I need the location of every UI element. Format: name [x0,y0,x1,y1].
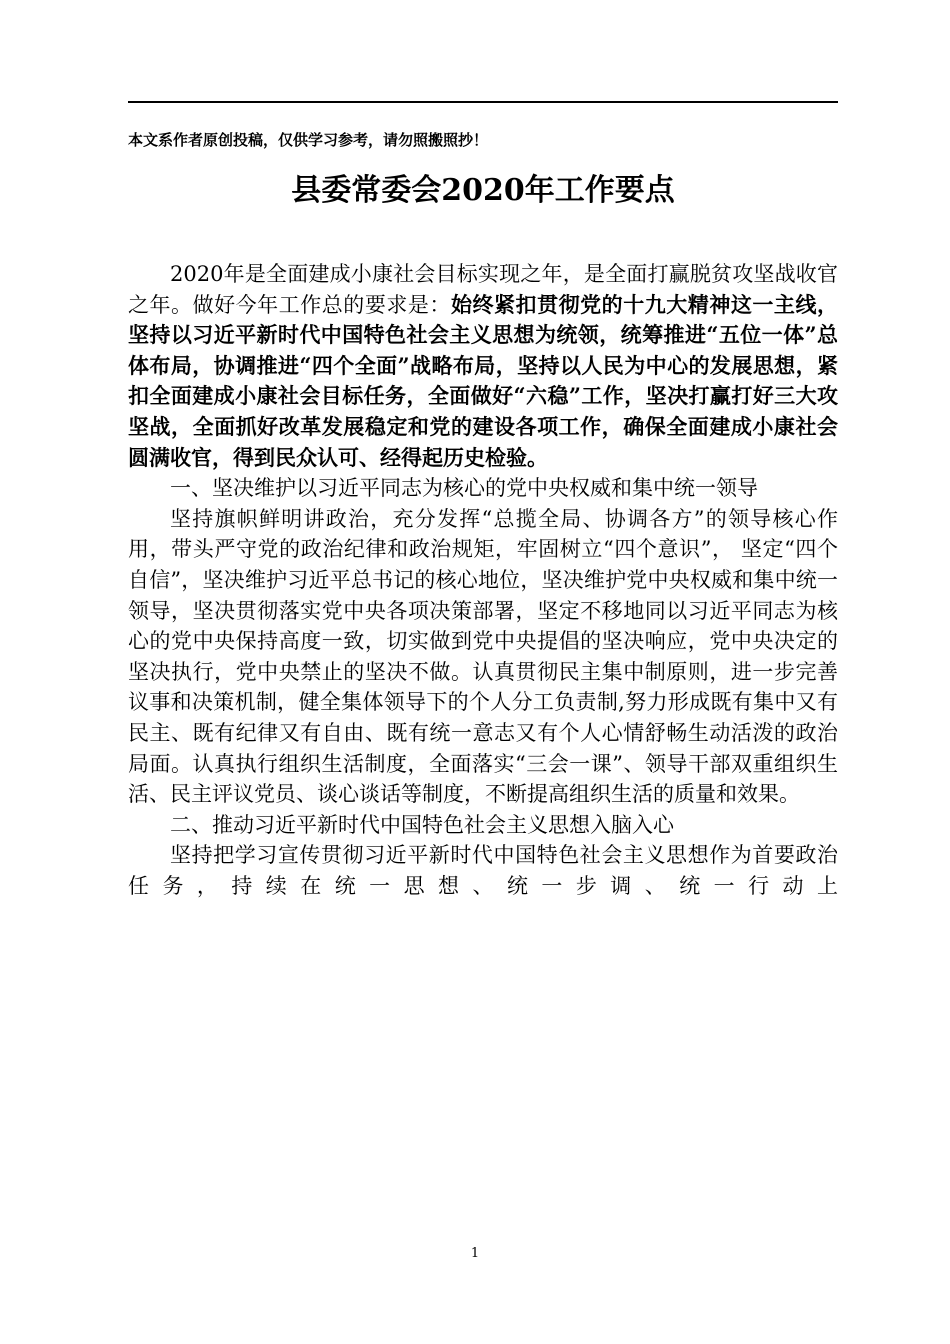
document-title: 县委常委会2020年工作要点 [291,173,675,208]
section-1-heading: 一、坚决维护以习近平同志为核心的党中央权威和集中统一领导 [170,476,758,501]
section-2-heading: 二、推动习近平新时代中国特色社会主义思想入脑入心 [170,812,674,837]
disclaimer-note: 本文系作者原创投稿，仅供学习参考，请勿照搬照抄！ [128,131,489,149]
section-2-paragraph: 坚持把学习宣传贯彻习近平新时代中国特色社会主义思想作为首要政治任务，持续在统一思想、统一步调、统一行动上 [128,843,838,898]
intro-bold-text: 始终紧扣贯彻党的十九大精神这一主线，坚持以习近平新时代中国特色社会主义思想为统领，统筹推进“五位一体”总体布局，协调推进“四个全面”战略布局，坚持以人民为中心的发展思想，紧扣全面建成小康社会目标任务，全面做好“六稳”工作，坚决打赢打好三大攻坚战，全面抓好改革发展稳定和党的建设各项工作，确保全面建成小康社会圆满收官，得到民众认可、经得起历史检验。 [128,291,838,470]
header-rule [128,101,838,103]
page-number: 1 [470,1246,480,1261]
intro-paragraph [128,259,838,473]
section-1-paragraph: 坚持旗帜鲜明讲政治，充分发挥“总揽全局、协调各方”的领导核心作用，带头严守党的政治纪律和政治规矩，牢固树立“四个意识”， 坚定“四个自信”，坚决维护习近平总书记的核心地位，坚决维护党中央权威和集中统一领导，坚决贯彻落实党中央各项决策部署，坚定不移地同以习近平同志为核心的党中央保持高度一致，切实做到党中央提倡的坚决响应，党中央决定的坚决执行，党中央禁止的坚决不做。认真贯彻民主集中制原则，进一步完善议事和决策机制，健全集体领导下的个人分工负责制,努力形成既有集中又有民主、既有纪律又有自由、既有统一意志又有个人心情舒畅生动活泼的政治局面。认真执行组织生活制度，全面落实“三会一课”、领导干部双重组织生活、民主评议党员、谈心谈话等制度，不断提高组织生活的质量和效果。 [128,506,838,807]
document-body [128,259,838,901]
intro-lead-text: 2020年是全面建成小康社会目标实现之年，是全面打赢脱贫攻坚战收官之年。做好今年工作总的要求是： [128,262,838,317]
